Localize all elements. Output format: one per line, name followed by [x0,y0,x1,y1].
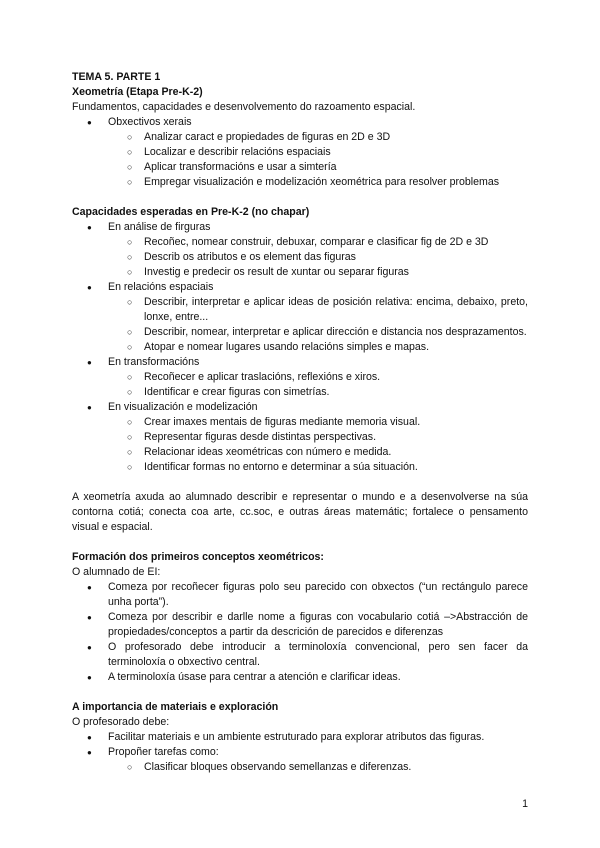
document-content [72,70,528,775]
section-heading-formation: Formación dos primeiros conceptos xeométricos: [72,551,324,563]
list-item: ○ Localizar e describir relacións espaciais [72,145,528,160]
formation-lead: O alumnado de EI: [72,566,161,578]
spacer [72,535,528,550]
list-item: ○ Clasificar bloques observando semellanzas e diferenzas. [72,760,528,775]
list-item: ○ Recoñecer e aplicar traslacións, reflexións e xiros. [72,370,528,385]
list-item: ○ Relacionar ideas xeométricas con número e medida. [72,445,528,460]
list-item: ○ Crear imaxes mentais de figuras mediante memoria visual. [72,415,528,430]
list-item: ● Propoñer tarefas como: [72,745,528,760]
list-item: ○ Analizar caract e propiedades de figuras en 2D e 3D [72,130,528,145]
document-title: TEMA 5. PARTE 1 [72,71,161,83]
list-item: ○ Identificar formas no entorno e determinar a súa situación. [72,460,528,475]
list-item: ● Comeza por describir e darlle nome a figuras con vocabulario cotiá –>Abstracción de propiedades/conceptos a partir da descrición de parecidos e diferenzas [72,610,528,640]
section-heading-capacities: Capacidades esperadas en Pre-K-2 (no chapar) [72,206,310,218]
group-label: ● En transformacións [72,355,528,370]
list-item: ○ Recoñec, nomear construir, debuxar, comparar e clasificar fig de 2D e 3D [72,235,528,250]
spacer [72,475,528,490]
list-item: ● A terminoloxía úsase para centrar a atención e clarificar ideas. [72,670,528,685]
objectives-label: ● Obxectivos xerais [72,115,528,130]
list-item: ○ Describir, nomear, interpretar e aplicar dirección e distancia nos desprazamentos. [72,325,528,340]
list-item: ● Comeza por recoñecer figuras polo seu parecido con obxectos (“un rectángulo parece unha porta”). [72,580,528,610]
group-label: ● En visualización e modelización [72,400,528,415]
list-item: ○ Aplicar transformacións e usar a simtería [72,160,528,175]
list-item: ○ Atopar e nomear lugares usando relacións simples e mapas. [72,340,528,355]
group-label: ● En relacións espaciais [72,280,528,295]
section-heading-materials: A importancia de materiais e exploración [72,701,279,713]
list-item: ○ Representar figuras desde distintas perspectivas. [72,430,528,445]
list-item: ○ Empregar visualización e modelización xeométrica para resolver problemas [72,175,528,190]
body-paragraph: A xeometría axuda ao alumnado describir e representar o mundo e a desenvolverse na súa contorna cotiá; conecta coa arte, cc.soc, e outras áreas matemátic; fortalece o pensamento visual e espacial. [72,491,528,533]
list-item: ○ Describ os atributos e os element das figuras [72,250,528,265]
intro-text: Fundamentos, capacidades e desenvolvemento do razoamento espacial. [72,101,416,113]
spacer [72,190,528,205]
group-label: ● En análise de firguras [72,220,528,235]
spacer [72,685,528,700]
document-subtitle: Xeometría (Etapa Pre-K-2) [72,86,203,98]
materials-lead: O profesorado debe: [72,716,170,728]
list-item: ○ Investig e predecir os result de xuntar ou separar figuras [72,265,528,280]
page-number: 1 [522,798,528,810]
list-item: ● Facilitar materiais e un ambiente estruturado para explorar atributos das figuras. [72,730,528,745]
list-item: ○ Describir, interpretar e aplicar ideas de posición relativa: encima, debaixo, preto, lonxe, entre... [72,295,528,325]
list-item: ○ Identificar e crear figuras con simetrías. [72,385,528,400]
list-item: ● O profesorado debe introducir a terminoloxía convencional, pero sen facer da terminoloxía o obxectivo central. [72,640,528,670]
